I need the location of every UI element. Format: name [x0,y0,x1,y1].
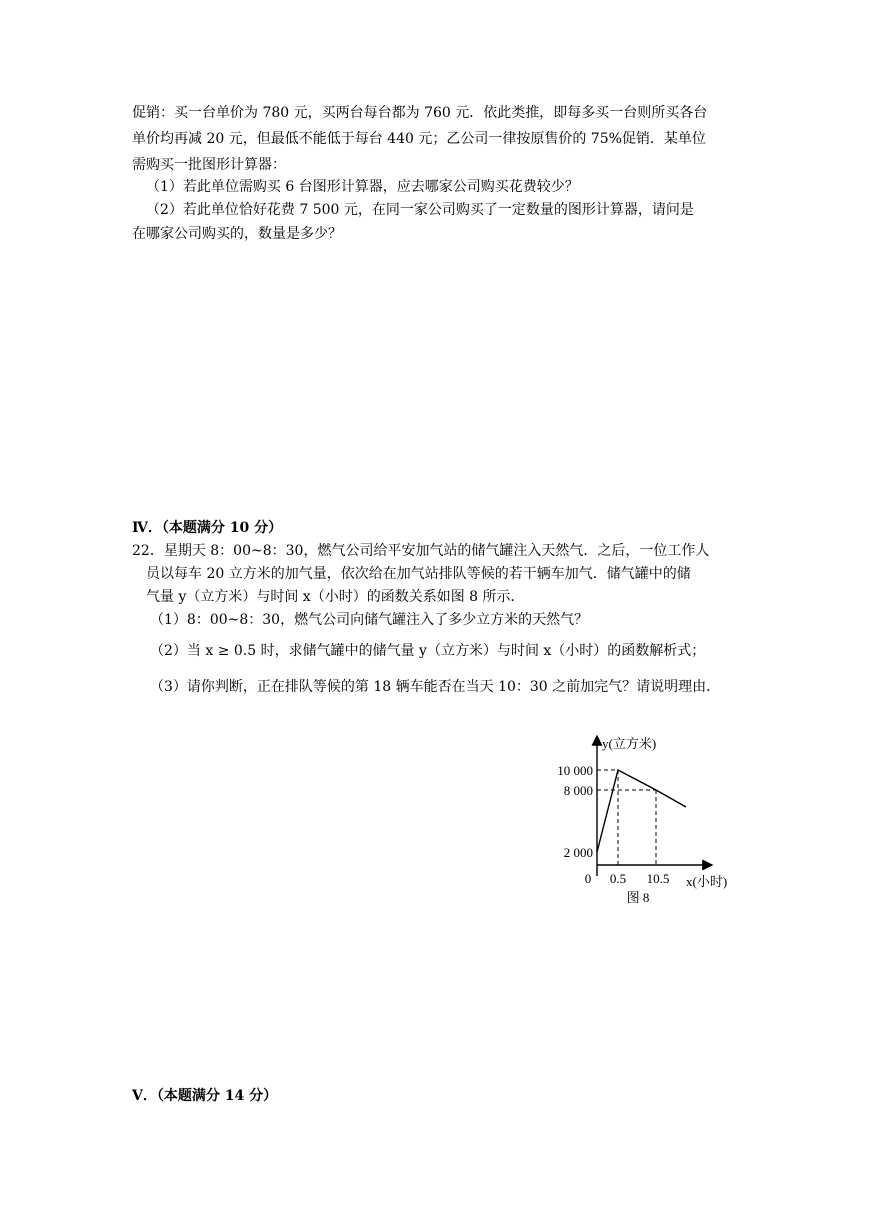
function-graph [540,728,750,908]
paragraph-line: 促销：买一台单价为 780 元，买两台每台都为 760 元．依此类推，即每多买一台则所买各台 [132,105,708,121]
x-axis-label: x(小时) [686,874,728,889]
y-tick-label: 2 000 [563,845,593,860]
section-heading: Ⅳ．（本题满分 10 分） [132,520,283,536]
question-3: （3）请你判断，正在排队等候的第 18 辆车能否在当天 10：30 之前加完气？请说明理由． [150,679,721,695]
question-2: （2）若此单位恰好花费 7 500 元，在同一家公司购买了一定数量的图形计算器，请问是 [146,202,694,218]
question-1: （1）8：00~8：30，燃气公司向储气罐注入了多少立方米的天然气？ [150,612,589,628]
question-2: （2）当 x ≥ 0.5 时，求储气罐中的储气量 y（立方米）与时间 x（小时）的函数解析式； [150,643,706,659]
question-1: （1）若此单位需购买 6 台图形计算器，应去哪家公司购买花费较少？ [146,179,579,195]
problem-line: 员以每车 20 立方米的加气量，依次给在加气站排队等候的若干辆车加气．储气罐中的储 [146,566,691,582]
problem-line: 气量 y（立方米）与时间 x（小时）的函数关系如图 8 所示． [146,589,525,605]
section-heading: Ⅴ．（本题满分 14 分） [132,1088,278,1104]
paragraph-line: 需购买一批图形计算器： [132,157,286,173]
y-tick-label: 10 000 [557,763,593,778]
y-axis-label: y(立方米) [602,736,657,751]
y-tick-label: 8 000 [563,783,593,798]
question-2-continued: 在哪家公司购买的，数量是多少？ [132,226,342,242]
origin-label: 0 [584,871,592,886]
figure-caption: 图 8 [626,890,650,905]
x-tick-label: 0.5 [609,871,627,886]
problem-line: 22．星期天 8：00~8：30，燃气公司给平安加气站的储气罐注入天然气．之后，一位工作人 [132,543,710,559]
paragraph-line: 单价均再减 20 元，但最低不能低于每台 440 元；乙公司一律按原售价的 75%促销．某单位 [132,131,706,147]
series-line [597,770,686,852]
x-tick-label: 10.5 [646,871,670,886]
